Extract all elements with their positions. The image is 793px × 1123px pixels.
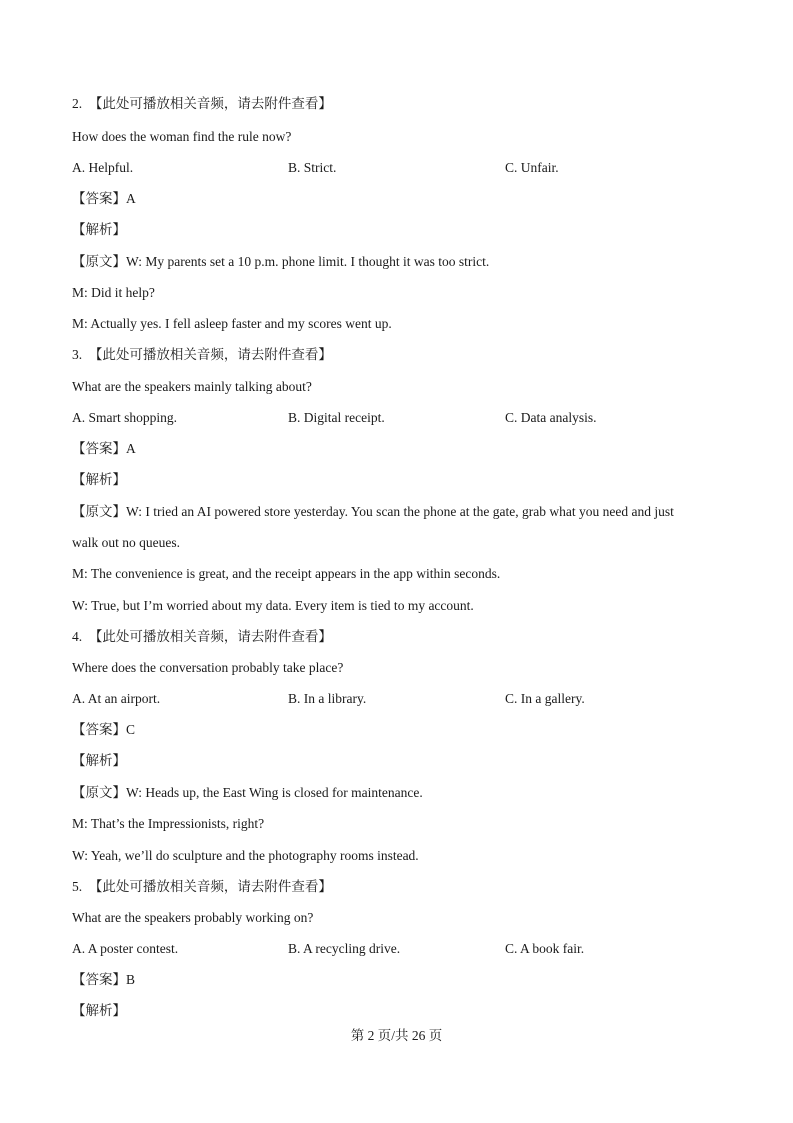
question-4-header: 4. 【此处可播放相关音频，请去附件查看】 — [72, 629, 332, 644]
question-4-option-c: C. In a gallery. — [505, 691, 585, 706]
question-5-prompt: What are the speakers probably working on? — [72, 910, 314, 925]
question-2-transcript-line: 【原文】W: My parents set a 10 p.m. phone limit. I thought it was too strict. — [72, 254, 490, 269]
question-2-prompt: How does the woman find the rule now? — [72, 129, 292, 144]
question-3-transcript-line: 【原文】W: I tried an AI powered store yesterday. You scan the phone at the gate, grab what you need and just — [72, 504, 674, 519]
question-5-header: 5. 【此处可播放相关音频，请去附件查看】 — [72, 879, 332, 894]
question-3-prompt: What are the speakers mainly talking about? — [72, 379, 312, 394]
question-3-option-c: C. Data analysis. — [505, 410, 597, 425]
question-2-analysis: 【解析】 — [72, 222, 126, 237]
question-4-prompt: Where does the conversation probably take place? — [72, 660, 344, 675]
question-3-option-a: A. Smart shopping. — [72, 410, 178, 425]
question-2-header: 2. 【此处可播放相关音频，请去附件查看】 — [72, 96, 332, 111]
page-number-footer: 第 2 页/共 26 页 — [350, 1028, 443, 1043]
question-5-option-b: B. A recycling drive. — [288, 941, 401, 956]
question-4-answer: 【答案】C — [72, 722, 136, 737]
question-3-transcript-line: M: The convenience is great, and the receipt appears in the app within seconds. — [72, 566, 501, 581]
question-3-answer: 【答案】A — [72, 441, 136, 456]
question-2-transcript-line: M: Actually yes. I fell asleep faster and my scores went up. — [72, 316, 392, 331]
question-2-option-c: C. Unfair. — [505, 160, 559, 175]
question-4-transcript-line: W: Yeah, we’ll do sculpture and the photography rooms instead. — [72, 848, 419, 863]
question-3-analysis: 【解析】 — [72, 472, 126, 487]
question-4-transcript-line: M: That’s the Impressionists, right? — [72, 816, 265, 831]
question-4-option-a: A. At an airport. — [72, 691, 161, 706]
question-3-option-b: B. Digital receipt. — [288, 410, 385, 425]
question-2-option-b: B. Strict. — [288, 160, 337, 175]
question-2-option-a: A. Helpful. — [72, 160, 134, 175]
question-4-transcript-line: 【原文】W: Heads up, the East Wing is closed for maintenance. — [72, 785, 423, 800]
question-2-transcript-line: M: Did it help? — [72, 285, 155, 300]
question-5-analysis: 【解析】 — [72, 1003, 126, 1018]
question-4-analysis: 【解析】 — [72, 753, 126, 768]
question-3-transcript-line: walk out no queues. — [72, 535, 180, 550]
question-3-transcript-line: W: True, but I’m worried about my data. Every item is tied to my account. — [72, 598, 474, 613]
question-5-option-c: C. A book fair. — [505, 941, 585, 956]
question-5-option-a: A. A poster contest. — [72, 941, 179, 956]
question-3-header: 3. 【此处可播放相关音频，请去附件查看】 — [72, 347, 332, 362]
question-4-option-b: B. In a library. — [288, 691, 367, 706]
question-5-answer: 【答案】B — [72, 972, 136, 987]
question-2-answer: 【答案】A — [72, 191, 136, 206]
